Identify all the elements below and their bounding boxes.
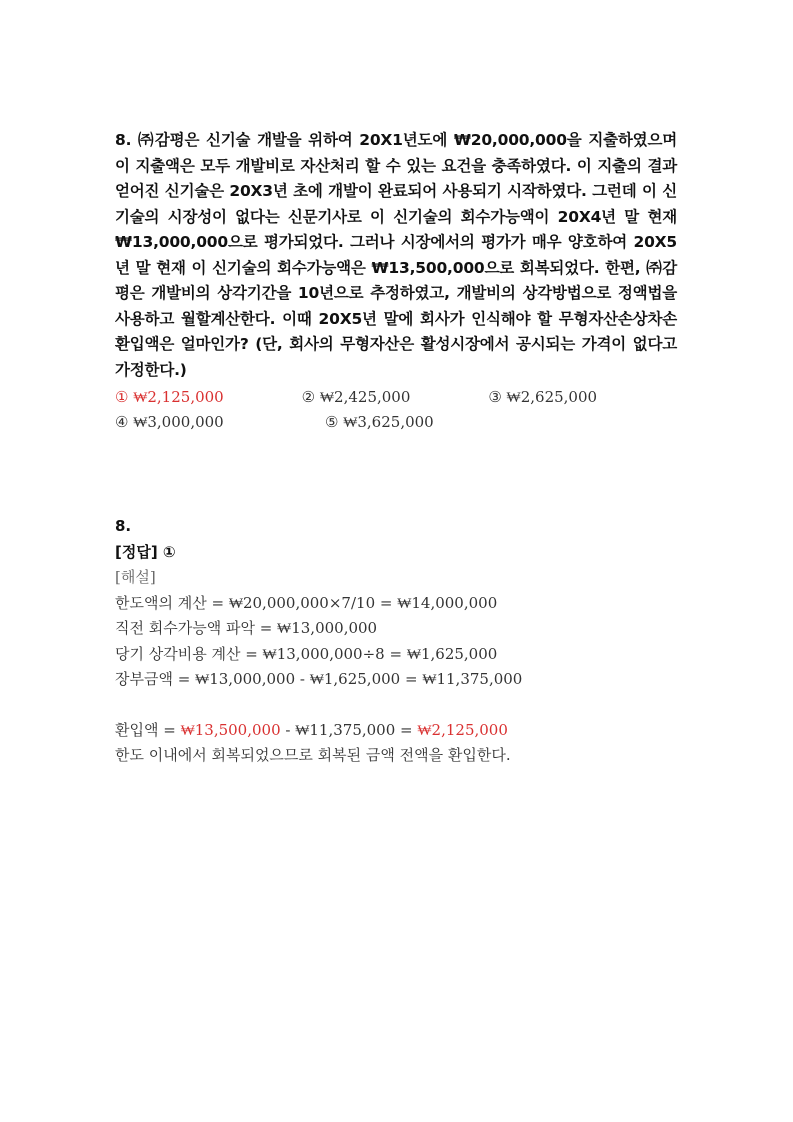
option-5[interactable]: ⑤ ₩3,625,000	[325, 413, 434, 431]
explanation-line-3: 당기 상각비용 계산 = ₩13,000,000÷8 = ₩1,625,000	[115, 644, 498, 663]
options-row-1	[115, 385, 675, 410]
options-row-2	[115, 410, 675, 435]
reversal-recoverable: ₩13,500,000	[180, 720, 281, 739]
explanation-line-4: 장부금액 = ₩13,000,000 - ₩1,625,000 = ₩11,375,000	[115, 670, 523, 688]
spacer	[115, 693, 675, 718]
option-3[interactable]: ③ ₩2,625,000	[488, 388, 598, 406]
answer-number: 8.	[115, 517, 132, 535]
reversal-minus: - ₩11,375,000 =	[280, 720, 418, 739]
explanation-line-2: 직전 회수가능액 파악 = ₩13,000,000	[115, 619, 378, 637]
explanation-line-1: 한도액의 계산 = ₩20,000,000×7/10 = ₩14,000,000	[115, 593, 498, 612]
reversal-result: ₩2,125,000	[417, 720, 508, 739]
answer-section	[115, 514, 675, 769]
answer-options	[115, 385, 675, 435]
option-1[interactable]: ① ₩2,125,000	[115, 388, 224, 406]
explanation-label: [해설]	[115, 568, 156, 586]
reversal-line	[115, 718, 675, 744]
option-2[interactable]: ② ₩2,425,000	[301, 388, 411, 406]
conclusion-line: 한도 이내에서 회복되었으므로 회복된 금액 전액을 환입한다.	[115, 746, 511, 764]
reversal-prefix: 환입액 =	[115, 720, 181, 739]
answer-heading: [정답] ①	[115, 542, 176, 561]
option-4[interactable]: ④ ₩3,000,000	[115, 413, 224, 431]
question-text: 8. ㈜감평은 신기술 개발을 위하여 20X1년도에 ₩20,000,000을 지출하였으며 이 지출액은 모두 개발비로 자산처리 할 수 있는 요건을 충족하였다. 이 지출의 결과 얻어진 신기술은 20X3년 초에 개발이 완료되어 사용되기 시작하였다. 그런데 이 신기술의 시장성이 없다는 신문기사로 이 신기술의 회수가능액이 20X4년 말 현재 ₩13,000,000으로 평가되었다. 그러나 시장에서의 평가가 매우 양호하여 20X5년 말 현재 이 신기술의 회수가능액은 ₩13,500,000으로 회복되었다. 한편, ㈜감평은 개발비의 상각기간을 10년으로 추정하였고, 개발비의 상각방법으로 정액법을 사용하고 월할계산한다. 이때 20X5년 말에 회사가 인식해야 할 무형자산손상차손환입액은 얼마인가? (단, 회사의 무형자산은 활성시장에서 공시되는 가격이 없다고 가정한다.)	[115, 131, 677, 379]
